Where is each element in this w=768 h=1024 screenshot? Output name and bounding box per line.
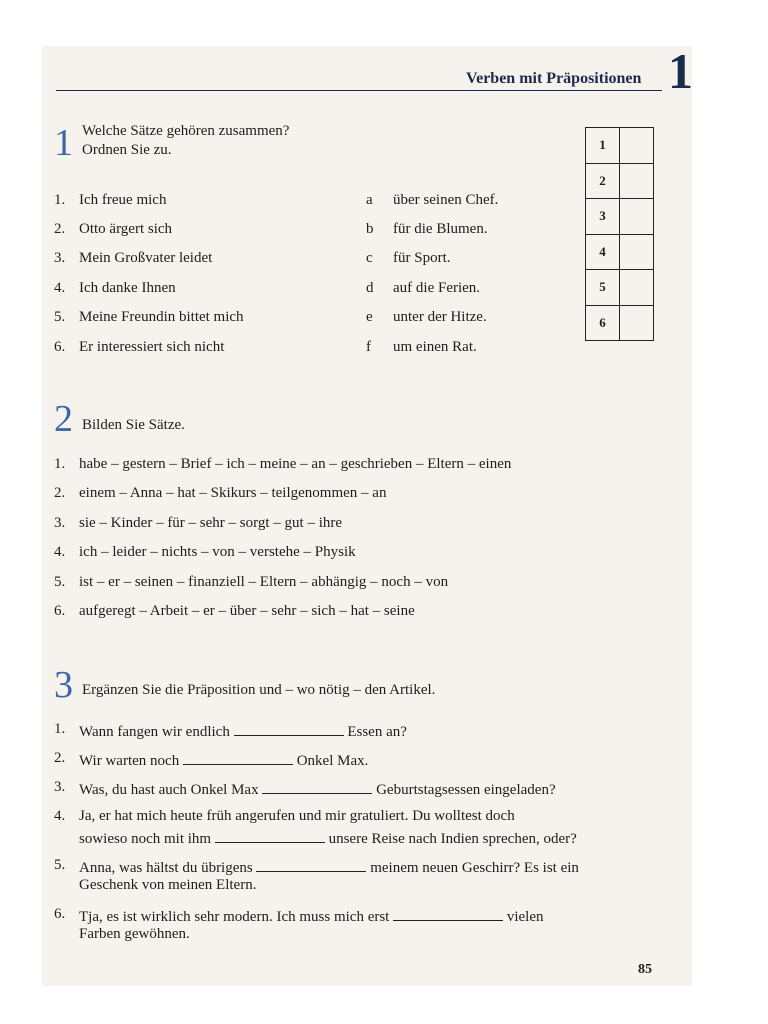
- item-text-before: sowieso noch mit ihm: [79, 831, 212, 847]
- item-text-line2: Farben gewöhnen.: [79, 926, 190, 942]
- fill-in-blank[interactable]: [215, 828, 325, 843]
- exercise-1-number: 1: [54, 122, 73, 164]
- item-text-after: meinem neuen Geschirr? Es ist ein: [370, 860, 579, 876]
- exercise-2-instruction: Bilden Sie Sätze.: [82, 417, 185, 433]
- exercise-1-instruction-line2: Ordnen Sie zu.: [82, 142, 172, 158]
- item-number: 1.: [54, 721, 66, 737]
- grid-number: 5: [586, 270, 620, 306]
- item-text: Otto ärgert sich: [79, 221, 173, 237]
- grid-answer-cell[interactable]: [620, 128, 654, 164]
- item-number: 3.: [54, 515, 66, 531]
- item-text-before: Tja, es ist wirklich sehr modern. Ich muss mich erst: [79, 909, 390, 925]
- item-text: einem – Anna – hat – Skikurs – teilgenommen – an: [79, 485, 387, 501]
- grid-answer-cell[interactable]: [620, 234, 654, 270]
- item-number: 1.: [54, 192, 66, 208]
- item-number: 2.: [54, 221, 66, 237]
- item-number: 4.: [54, 808, 66, 824]
- grid-number: 3: [586, 199, 620, 235]
- fill-in-blank[interactable]: [256, 857, 366, 872]
- grid-answer-cell[interactable]: [620, 163, 654, 199]
- item-text: sie – Kinder – für – sehr – sorgt – gut – ihre: [79, 515, 343, 531]
- item-number: 4.: [54, 544, 66, 560]
- item-text-after: Geburtstagsessen eingeladen?: [376, 782, 556, 798]
- ending-letter: d: [366, 280, 374, 296]
- item-text: ich – leider – nichts – von – verstehe – Physik: [79, 544, 356, 560]
- ending-text: über seinen Chef.: [393, 192, 499, 208]
- item-number: 2.: [54, 750, 66, 766]
- item-number: 1.: [54, 456, 66, 472]
- item-text-after: Onkel Max.: [296, 753, 369, 769]
- item-number: 6.: [54, 906, 66, 922]
- ending-text: für die Blumen.: [393, 221, 488, 237]
- ending-letter: a: [366, 192, 373, 208]
- ending-text: für Sport.: [393, 250, 451, 266]
- exercise-1-instruction-line1: Welche Sätze gehören zusammen?: [82, 123, 290, 139]
- ending-text: um einen Rat.: [393, 339, 477, 355]
- grid-answer-cell[interactable]: [620, 199, 654, 235]
- item-text-after: vielen: [506, 909, 544, 925]
- item-number: 4.: [54, 280, 66, 296]
- item-text: Mein Großvater leidet: [79, 250, 213, 266]
- exercise-3-number: 3: [54, 664, 73, 706]
- item-text: Ich freue mich: [79, 192, 167, 208]
- item-text: habe – gestern – Brief – ich – meine – an – geschrieben – Eltern – einen: [79, 456, 512, 472]
- ending-text: unter der Hitze.: [393, 309, 487, 325]
- item-text-line1: Ja, er hat mich heute früh angerufen und mir gratuliert. Du wolltest doch: [79, 808, 515, 824]
- item-number: 5.: [54, 309, 66, 325]
- ending-letter: c: [366, 250, 373, 266]
- page-number: 85: [638, 962, 652, 977]
- item-text-before: Wann fangen wir endlich: [79, 724, 230, 740]
- item-text: Ich danke Ihnen: [79, 280, 176, 296]
- item-text: ist – er – seinen – finanziell – Eltern – abhängig – noch – von: [79, 574, 449, 590]
- item-number: 6.: [54, 339, 66, 355]
- grid-answer-cell[interactable]: [620, 270, 654, 306]
- ending-letter: e: [366, 309, 373, 325]
- item-text: aufgeregt – Arbeit – er – über – sehr – sich – hat – seine: [79, 603, 415, 619]
- item-number: 5.: [54, 857, 66, 873]
- fill-in-blank[interactable]: [262, 779, 372, 794]
- answer-grid: [585, 127, 654, 341]
- item-number: 5.: [54, 574, 66, 590]
- item-text-before: Anna, was hältst du übrigens: [79, 860, 253, 876]
- chapter-number: 1: [668, 43, 693, 99]
- fill-in-blank[interactable]: [234, 721, 344, 736]
- item-text-before: Was, du hast auch Onkel Max: [79, 782, 259, 798]
- exercise-2-number: 2: [54, 398, 73, 440]
- page-header-title: Verben mit Präpositionen: [466, 70, 642, 87]
- item-number: 2.: [54, 485, 66, 501]
- item-number: 3.: [54, 250, 66, 266]
- item-text-line2: Geschenk von meinen Eltern.: [79, 877, 257, 893]
- grid-answer-cell[interactable]: [620, 305, 654, 341]
- header-divider: [56, 90, 662, 91]
- item-text: Meine Freundin bittet mich: [79, 309, 244, 325]
- fill-in-blank[interactable]: [393, 906, 503, 921]
- ending-letter: b: [366, 221, 374, 237]
- grid-number: 1: [586, 128, 620, 164]
- item-number: 6.: [54, 603, 66, 619]
- item-text-before: Wir warten noch: [79, 753, 180, 769]
- grid-number: 2: [586, 163, 620, 199]
- item-number: 3.: [54, 779, 66, 795]
- grid-number: 4: [586, 234, 620, 270]
- item-text: Er interessiert sich nicht: [79, 339, 225, 355]
- ending-text: auf die Ferien.: [393, 280, 481, 296]
- grid-number: 6: [586, 305, 620, 341]
- fill-in-blank[interactable]: [183, 750, 293, 765]
- ending-letter: f: [366, 339, 371, 355]
- item-text-after: Essen an?: [347, 724, 407, 740]
- exercise-3-instruction: Ergänzen Sie die Präposition und – wo nötig – den Artikel.: [82, 682, 436, 698]
- item-text-after: unsere Reise nach Indien sprechen, oder?: [328, 831, 577, 847]
